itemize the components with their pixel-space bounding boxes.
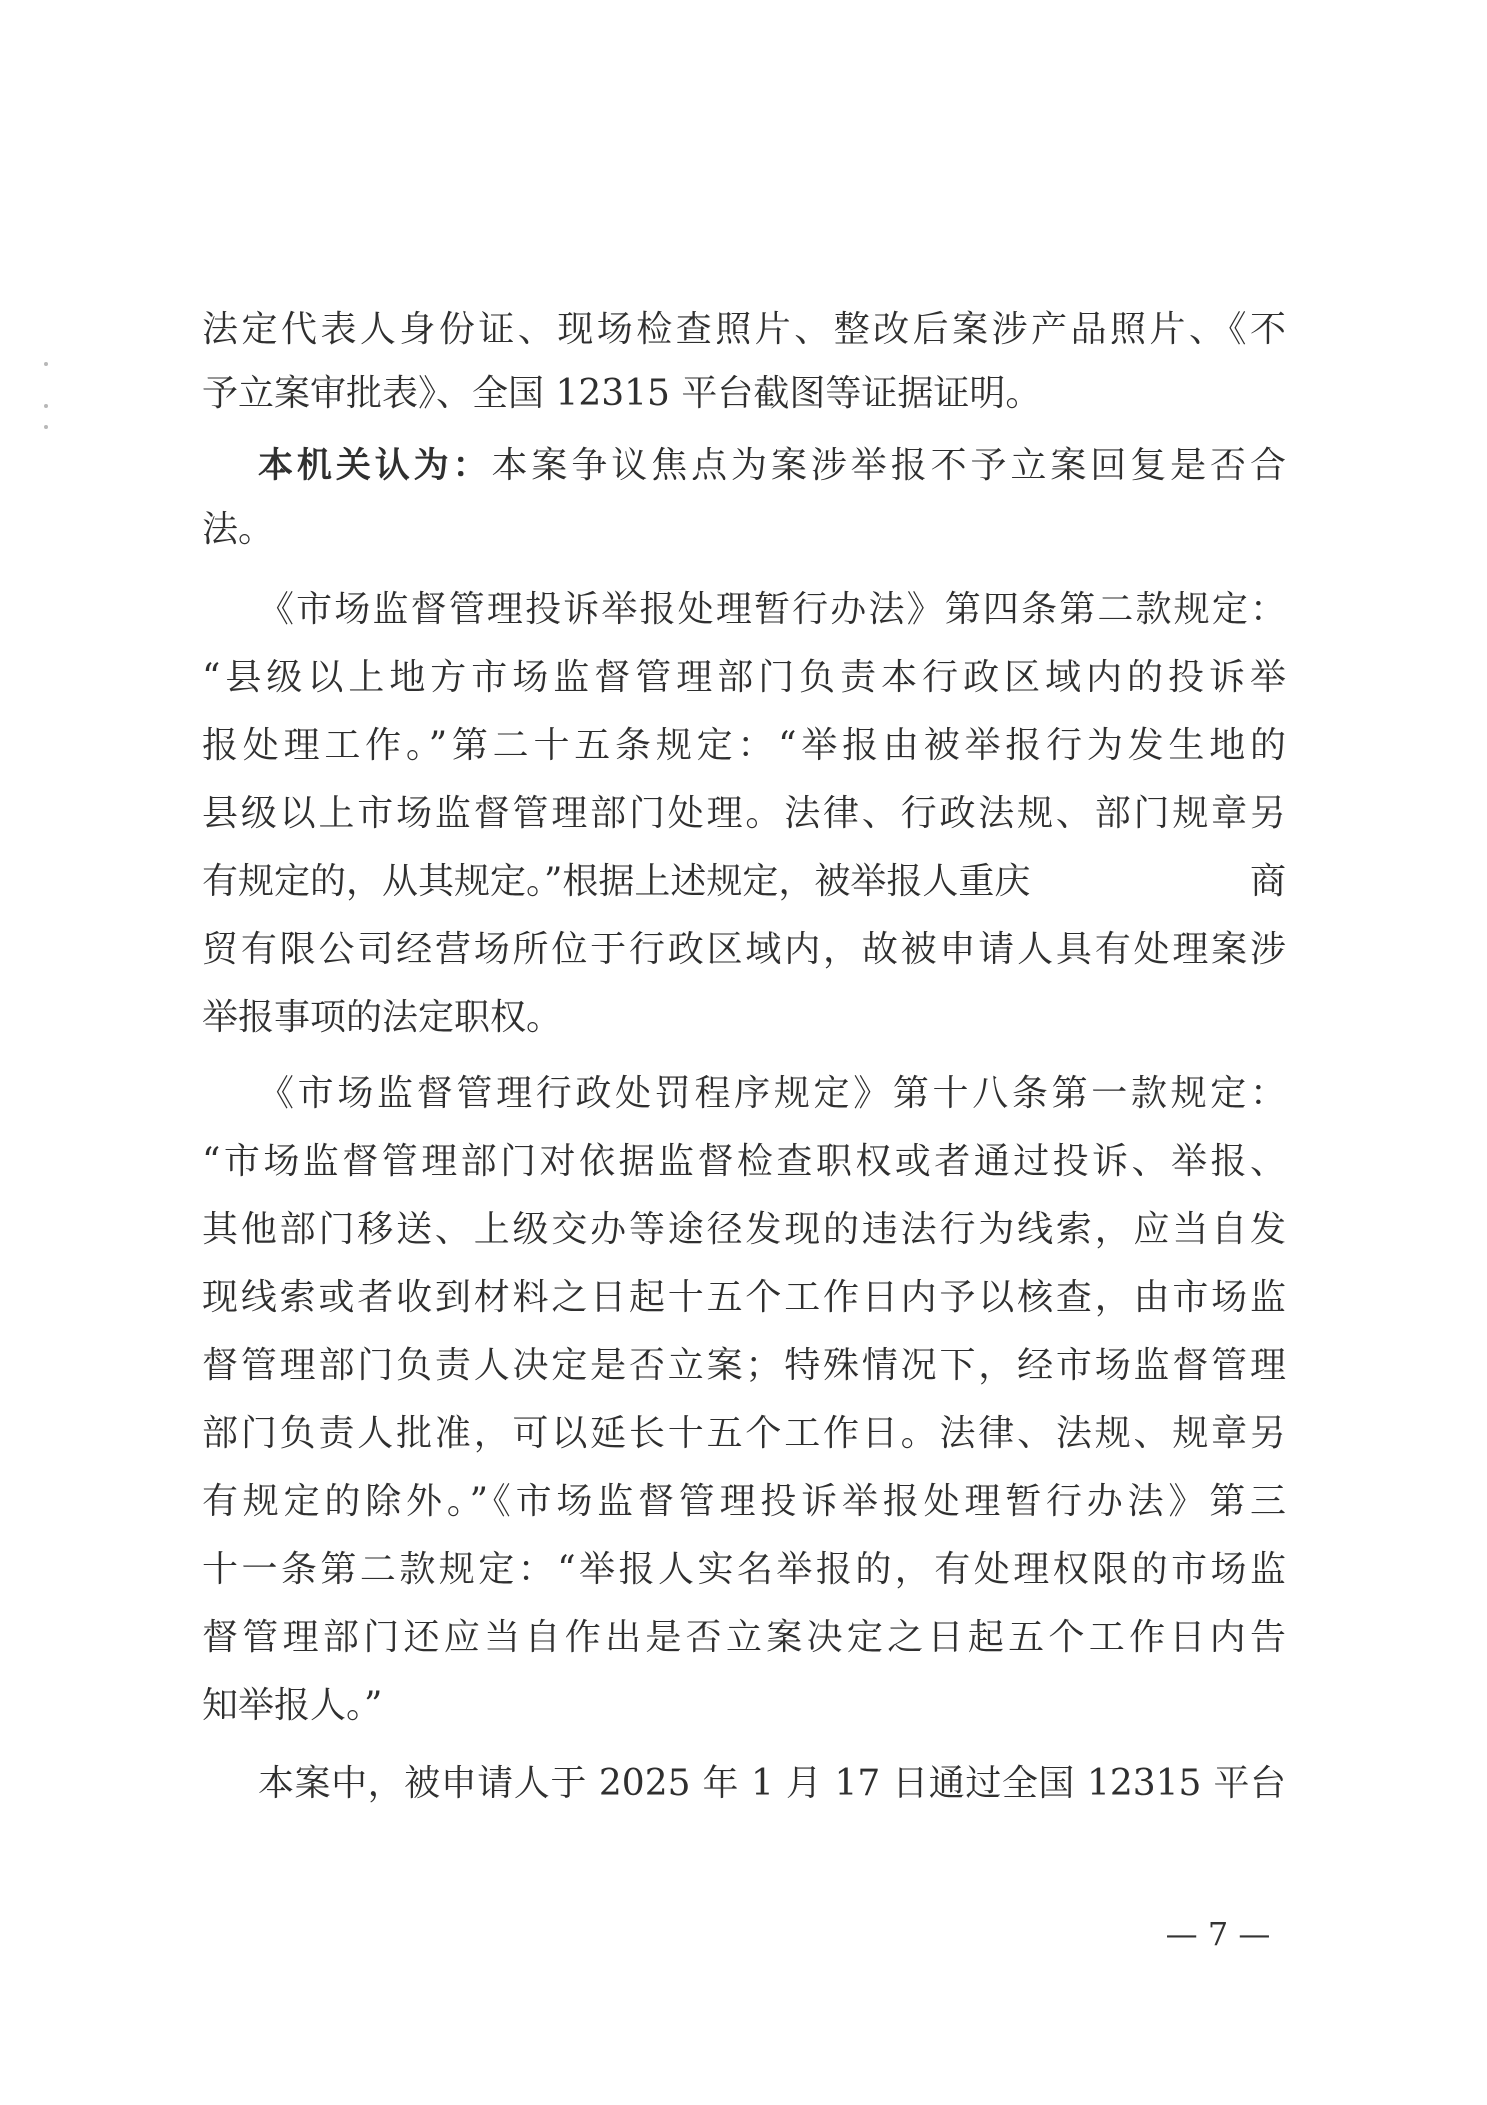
scan-dot-3 xyxy=(44,425,48,429)
scan-dot-1 xyxy=(44,362,48,366)
body-line-18: 有规定的除外。”《市场监督管理投诉举报处理暂行办法》第三 xyxy=(202,1481,1286,1522)
body-line-21: 知举报人。” xyxy=(202,1685,383,1726)
body-line-10: 贸有限公司经营场所位于行政区域内，故被申请人具有处理案涉 xyxy=(202,929,1286,970)
body-line-22: 本案中，被申请人于 2025 年 1 月 17 日通过全国 12315 平台 xyxy=(258,1763,1286,1804)
split-line-right: 商 xyxy=(1249,861,1286,902)
scan-dot-2 xyxy=(44,404,48,408)
page-number: — 7 — xyxy=(1165,1915,1271,1953)
split-line-left: 有规定的，从其规定。”根据上述规定，被举报人重庆 xyxy=(202,861,1031,902)
body-line-17: 部门负责人批准，可以延长十五个工作日。法律、法规、规章另 xyxy=(202,1413,1286,1454)
body-line-4: 法。 xyxy=(202,509,275,550)
opinion-text: 本案争议焦点为案涉举报不予立案回复是否合 xyxy=(491,445,1286,486)
opinion-label: 本机关认为： xyxy=(258,446,492,486)
body-line-11: 举报事项的法定职权。 xyxy=(202,997,563,1038)
body-line-12: 《市场监督管理行政处罚程序规定》第十八条第一款规定： xyxy=(258,1073,1286,1114)
body-line-20: 督管理部门还应当自作出是否立案决定之日起五个工作日内告 xyxy=(202,1617,1286,1658)
body-line-8: 县级以上市场监督管理部门处理。法律、行政法规、部门规章另 xyxy=(202,793,1286,834)
body-line-19: 十一条第二款规定：“举报人实名举报的，有处理权限的市场监 xyxy=(202,1549,1286,1590)
body-line-6: “县级以上地方市场监督管理部门负责本行政区域内的投诉举 xyxy=(202,657,1286,698)
body-line-13: “市场监督管理部门对依据监督检查职权或者通过投诉、举报、 xyxy=(202,1141,1286,1182)
body-line-16: 督管理部门负责人决定是否立案；特殊情况下，经市场监督管理 xyxy=(202,1345,1286,1386)
opinion-line xyxy=(258,436,1286,496)
body-line-5: 《市场监督管理投诉举报处理暂行办法》第四条第二款规定： xyxy=(258,589,1286,630)
body-line-15: 现线索或者收到材料之日起十五个工作日内予以核查，由市场监 xyxy=(202,1277,1286,1318)
body-line-14: 其他部门移送、上级交办等途径发现的违法行为线索，应当自发 xyxy=(202,1209,1286,1250)
split-line xyxy=(202,852,1286,912)
body-line-7: 报处理工作。”第二十五条规定：“举报由被举报行为发生地的 xyxy=(202,725,1286,766)
body-line-1: 法定代表人身份证、现场检查照片、整改后案涉产品照片、《不 xyxy=(202,309,1286,350)
body-line-2: 予立案审批表》、全国 12315 平台截图等证据证明。 xyxy=(202,373,1042,414)
